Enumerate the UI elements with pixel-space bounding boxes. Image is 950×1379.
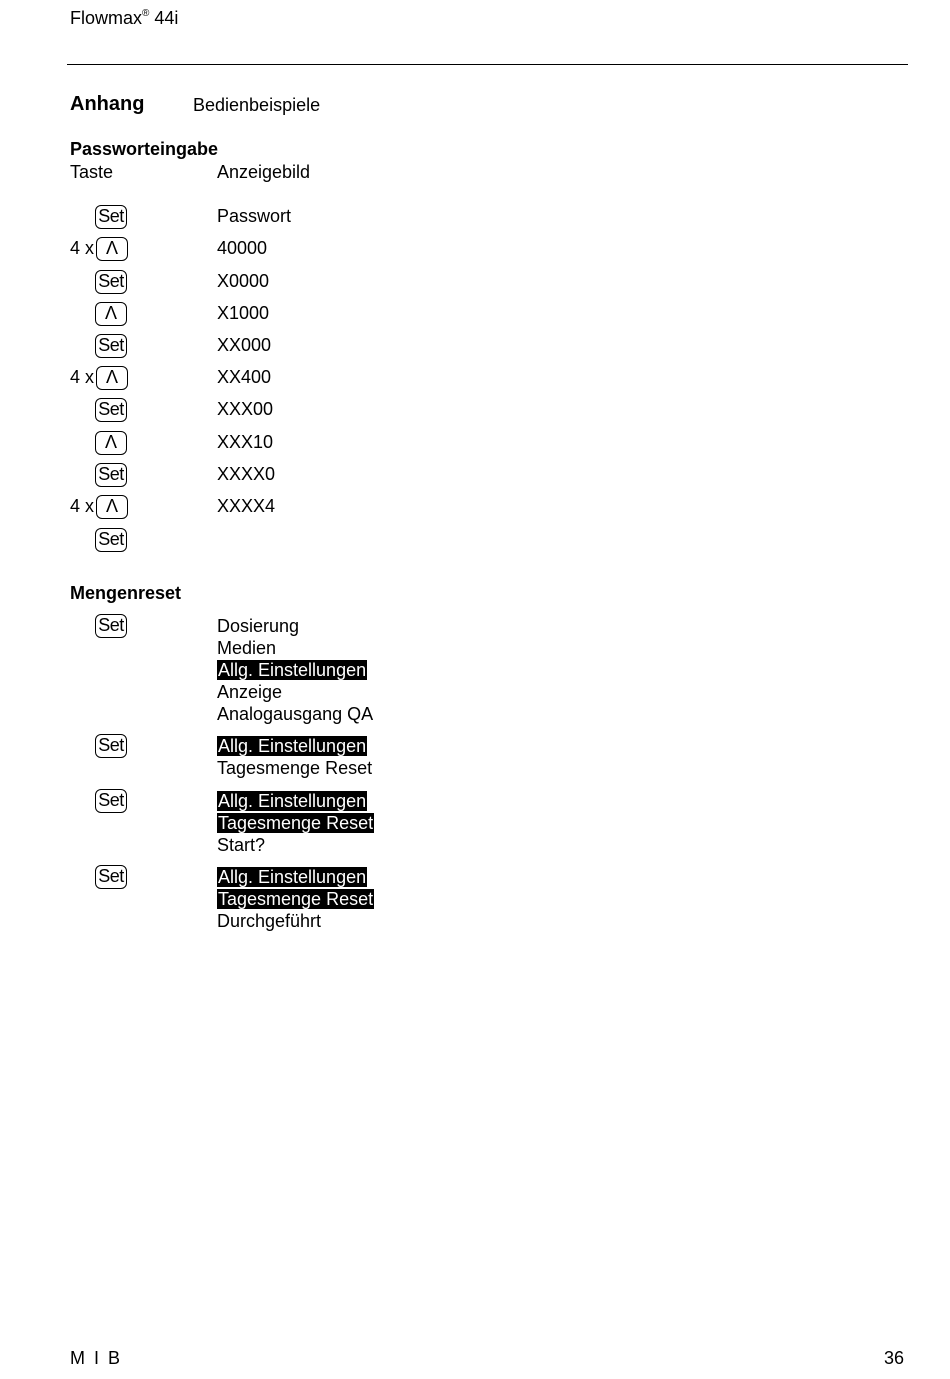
display-line: Analogausgang QA (217, 704, 374, 724)
set-key-icon: Set (95, 614, 127, 638)
display-line-highlighted: Allg. Einstellungen (218, 791, 367, 811)
display-line: Start? (217, 835, 266, 855)
chapter-subtitle: Bedienbeispiele (193, 95, 321, 115)
display-value: XXX00 (217, 399, 274, 419)
repeat-count: 4 x (70, 238, 95, 258)
display-line: Durchgeführt (217, 911, 322, 931)
display-value: X1000 (217, 303, 270, 323)
display-line-highlighted: Allg. Einstellungen (218, 867, 367, 887)
set-key-icon: Set (95, 463, 127, 487)
repeat-count: 4 x (70, 367, 95, 387)
column-header-display: Anzeigebild (217, 162, 311, 182)
display-line-highlighted: Tagesmenge Reset (218, 813, 374, 833)
display-value: XXX10 (217, 432, 274, 452)
display-screen (217, 615, 373, 725)
display-line: Dosierung (217, 616, 300, 636)
set-key-icon: Set (95, 734, 127, 758)
set-key-icon: Set (95, 528, 127, 552)
display-screen (217, 790, 374, 856)
set-key-icon: Set (95, 789, 127, 813)
chapter-title: Anhang (70, 93, 145, 115)
display-value: XX400 (217, 367, 272, 387)
display-line-highlighted: Tagesmenge Reset (218, 889, 374, 909)
display-value: Passwort (217, 206, 292, 226)
up-key-icon: Λ (95, 431, 127, 455)
display-line-highlighted: Allg. Einstellungen (218, 660, 367, 680)
display-line: Anzeige (217, 682, 283, 702)
password-section-heading: Passworteingabe (70, 139, 219, 159)
header-rule (67, 64, 908, 65)
display-screen (217, 866, 374, 932)
display-value: 40000 (217, 238, 268, 258)
set-key-icon: Set (95, 334, 127, 358)
document-header-title (70, 8, 178, 29)
up-key-icon: Λ (96, 366, 128, 390)
set-key-icon: Set (95, 398, 127, 422)
display-screen (217, 735, 372, 779)
product-name: Flowmax (70, 8, 143, 28)
display-value: XXXX0 (217, 464, 276, 484)
display-line: Tagesmenge Reset (217, 758, 373, 778)
set-key-icon: Set (95, 865, 127, 889)
display-value: XXXX4 (217, 496, 276, 516)
footer-publisher: M I B (70, 1348, 123, 1368)
set-key-icon: Set (95, 270, 127, 294)
reset-section-heading: Mengenreset (70, 583, 182, 603)
display-value: X0000 (217, 271, 270, 291)
display-line: Medien (217, 638, 277, 658)
up-key-icon: Λ (96, 237, 128, 261)
page-number: 36 (884, 1348, 905, 1368)
up-key-icon: Λ (96, 495, 128, 519)
repeat-count: 4 x (70, 496, 95, 516)
set-key-icon: Set (95, 205, 127, 229)
product-model: 44i (154, 8, 179, 28)
display-value: XX000 (217, 335, 272, 355)
column-header-key: Taste (70, 162, 114, 182)
display-line-highlighted: Allg. Einstellungen (218, 736, 367, 756)
up-key-icon: Λ (95, 302, 127, 326)
registered-mark: ® (142, 8, 150, 19)
